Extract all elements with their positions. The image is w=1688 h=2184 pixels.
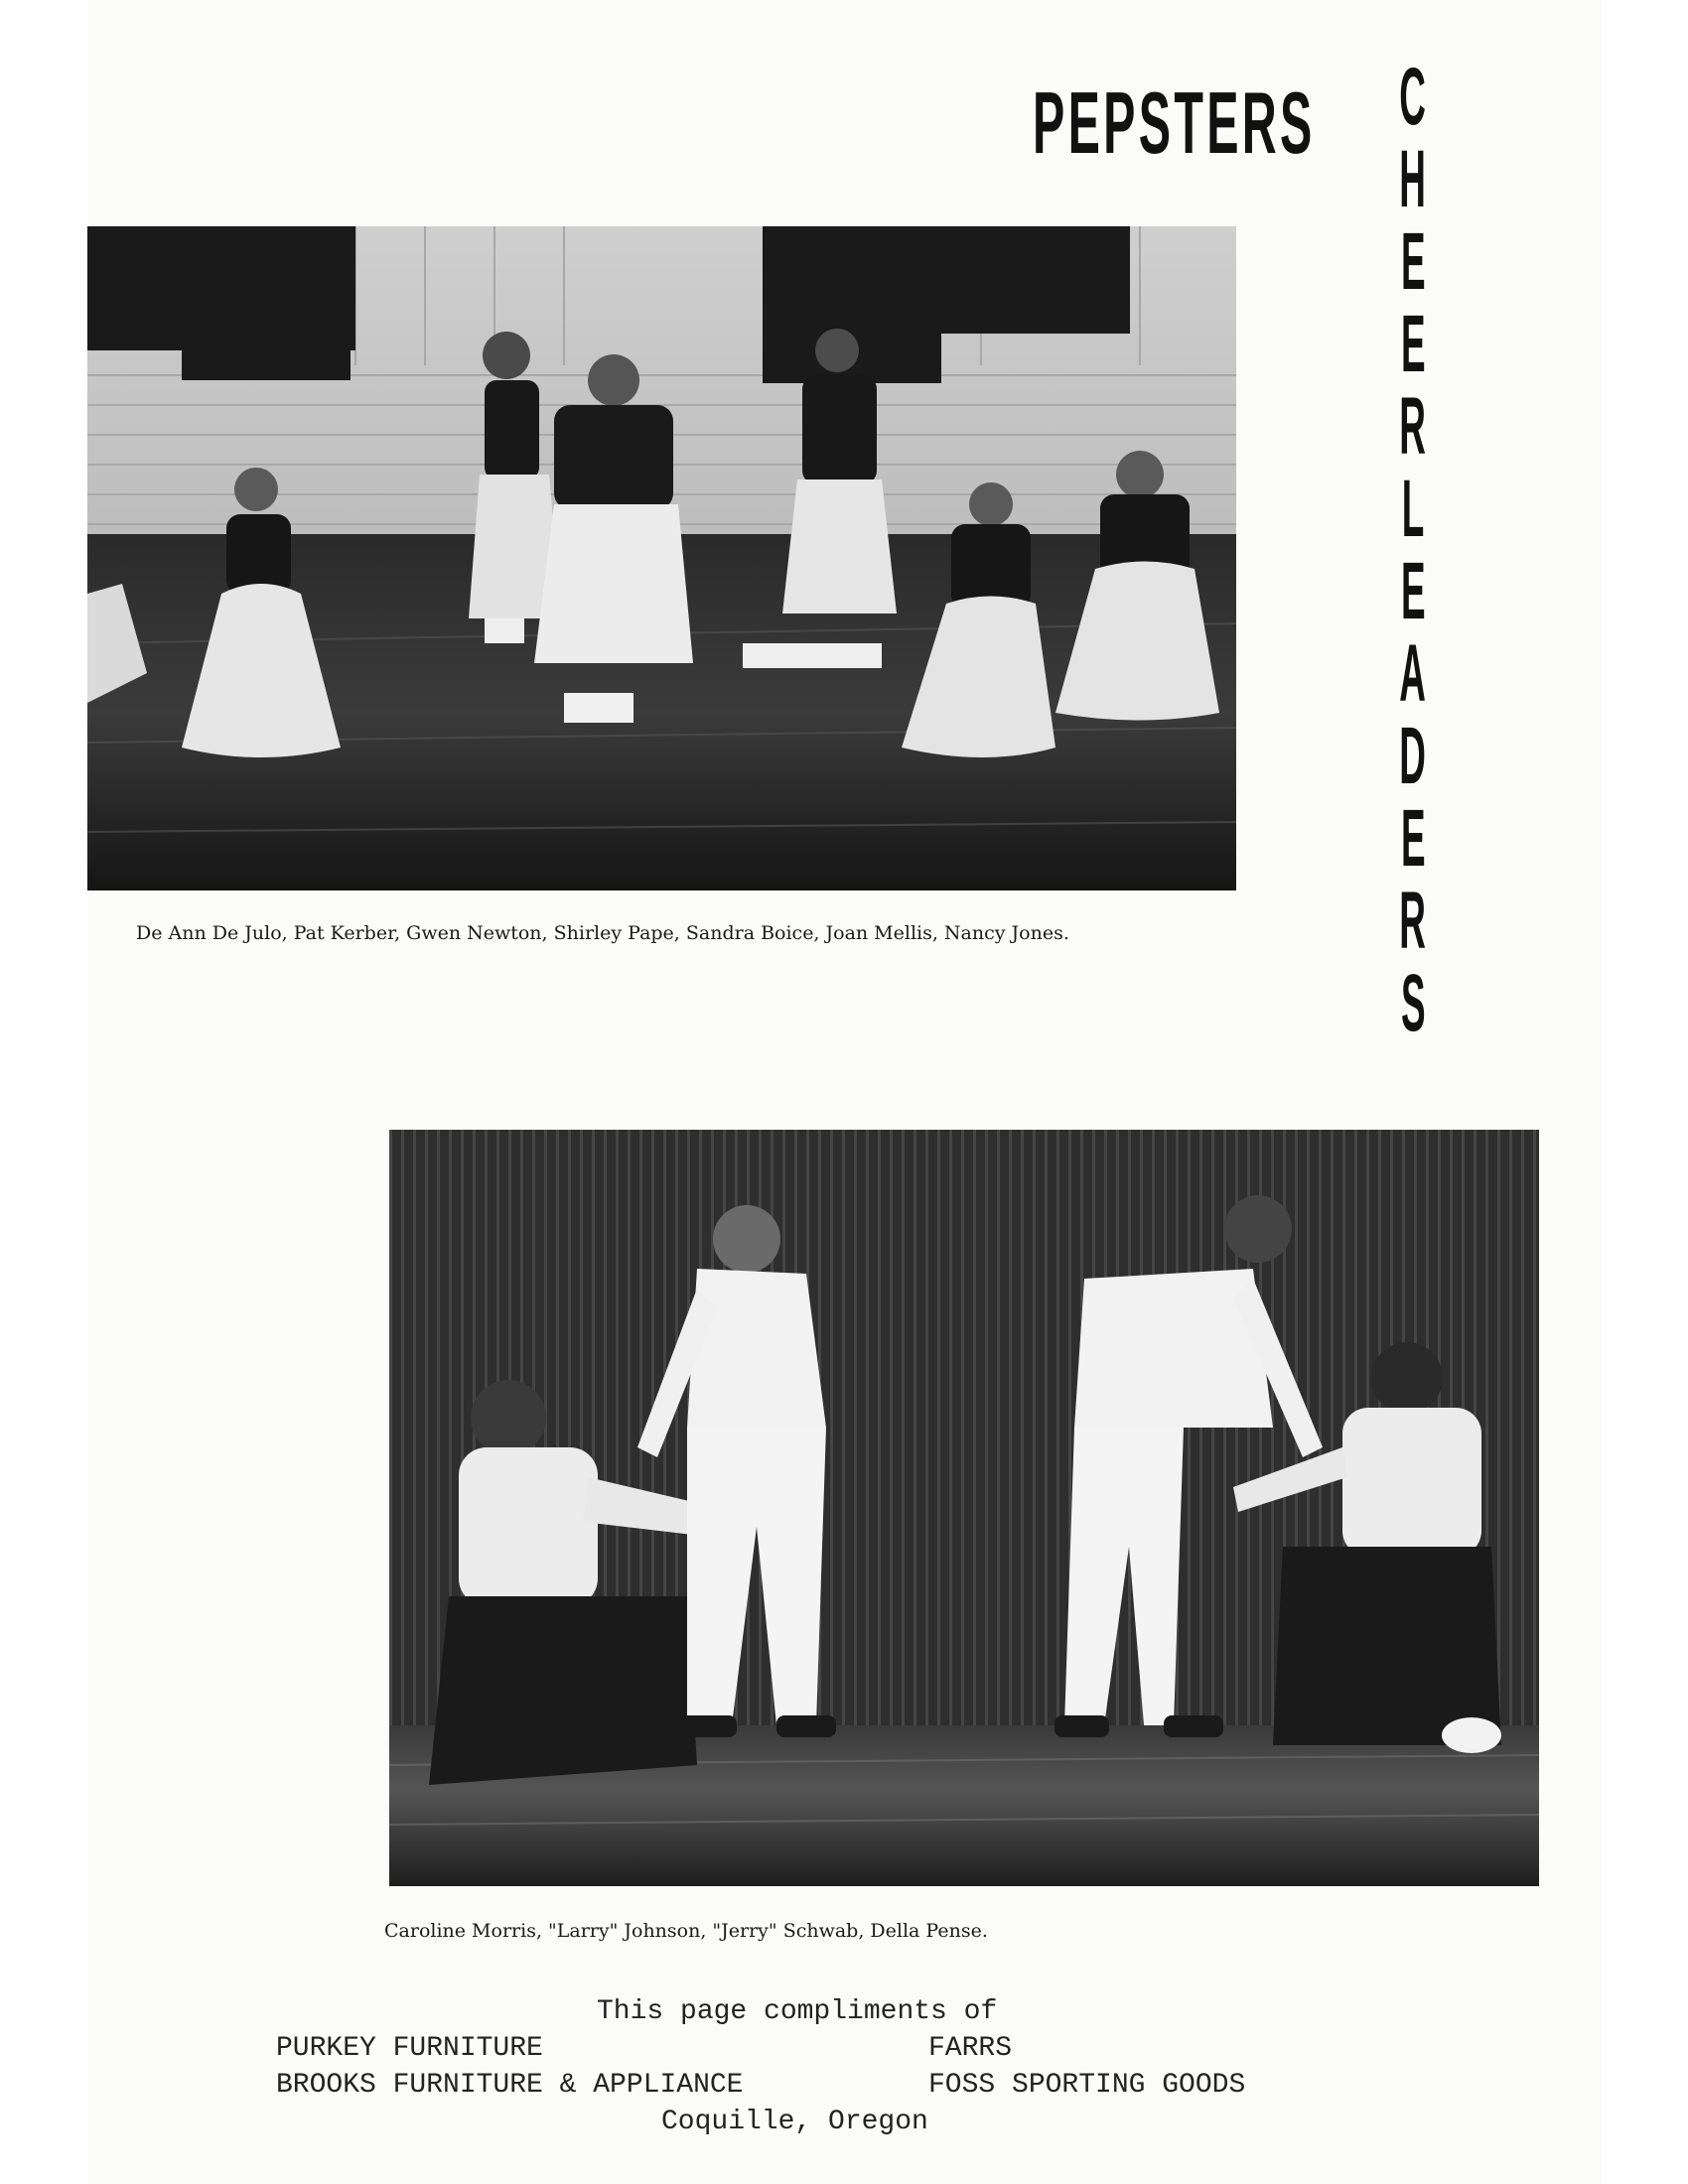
- vertical-title-letter: C: [1399, 52, 1427, 142]
- vertical-title-letter: R: [1399, 876, 1427, 966]
- vertical-title-letter: E: [1400, 299, 1426, 389]
- sponsor-name: BROOKS FURNITURE & APPLIANCE: [276, 2070, 744, 2101]
- vertical-title-letter: A: [1399, 628, 1427, 719]
- sponsors-intro: This page compliments of: [597, 1996, 998, 2027]
- vertical-title-letter: E: [1400, 793, 1426, 884]
- sponsor-name: PURKEY FURNITURE: [276, 2033, 543, 2064]
- cheerleaders-photo: [389, 1130, 1539, 1886]
- sponsors-city: Coquille, Oregon: [661, 2107, 928, 2137]
- pepsters-caption: De Ann De Julo, Pat Kerber, Gwen Newton, Shirley Pape, Sandra Boice, Joan Mellis, Nancy Jones.: [136, 922, 1069, 944]
- vertical-title-letter: E: [1400, 216, 1426, 307]
- vertical-title-letter: D: [1399, 711, 1427, 801]
- vertical-title-letter: L: [1401, 464, 1425, 554]
- sponsor-name: FARRS: [928, 2033, 1013, 2064]
- vertical-title-letter: R: [1399, 381, 1427, 472]
- page-title: PEPSTERS: [1033, 73, 1316, 172]
- pepsters-photo-image: [87, 226, 1236, 890]
- sponsors-row: [276, 2030, 1013, 2067]
- vertical-title: [1378, 52, 1448, 1048]
- sponsor-name: FOSS SPORTING GOODS: [928, 2070, 1246, 2101]
- vertical-title-letter: S: [1400, 958, 1426, 1048]
- vertical-title-letter: H: [1399, 134, 1427, 224]
- vertical-title-letter: E: [1400, 546, 1426, 636]
- cheerleaders-photo-image: [389, 1130, 1539, 1886]
- sponsors-row: [276, 2067, 1246, 2104]
- pepsters-photo: [87, 226, 1236, 890]
- cheerleaders-caption: Caroline Morris, "Larry" Johnson, "Jerry" Schwab, Della Pense.: [384, 1920, 988, 1942]
